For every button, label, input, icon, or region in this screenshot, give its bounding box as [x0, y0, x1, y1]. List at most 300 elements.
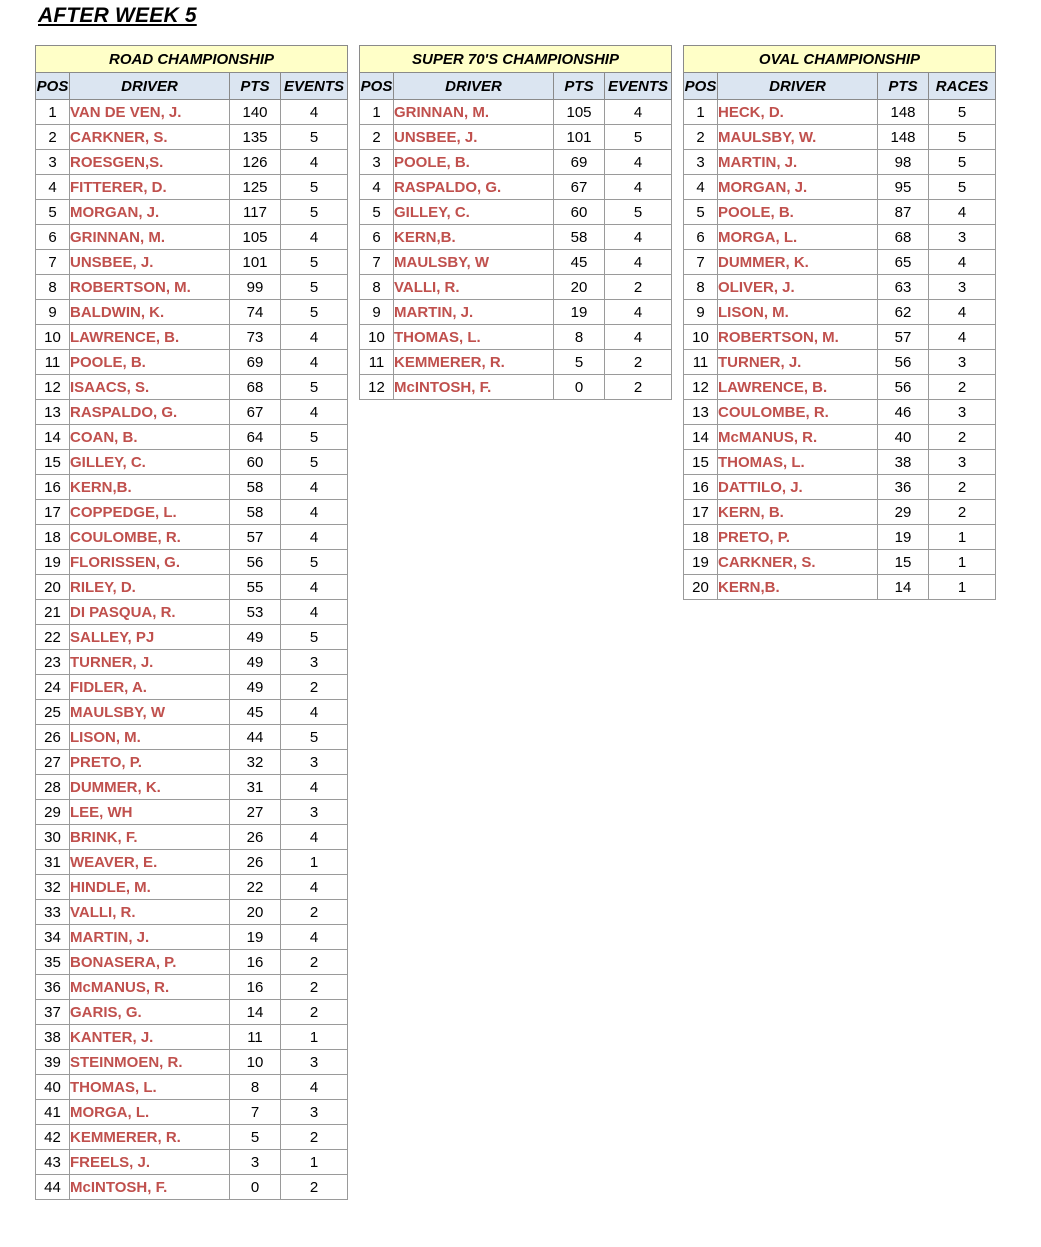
cell-pos: 3 — [36, 150, 70, 175]
cell-count: 4 — [281, 325, 348, 350]
cell-pts: 20 — [230, 900, 281, 925]
cell-pos: 44 — [36, 1175, 70, 1200]
cell-pos: 37 — [36, 1000, 70, 1025]
cell-driver: KERN,B. — [394, 225, 554, 250]
cell-driver: VALLI, R. — [70, 900, 230, 925]
oval-championship-table — [683, 45, 996, 600]
cell-pts: 60 — [554, 200, 605, 225]
cell-pts: 64 — [230, 425, 281, 450]
table-row — [36, 100, 348, 125]
header-driver: DRIVER — [718, 73, 878, 100]
cell-driver: McINTOSH, F. — [394, 375, 554, 400]
table-row — [36, 775, 348, 800]
road-championship-table — [35, 45, 348, 1200]
cell-pts: 7 — [230, 1100, 281, 1125]
cell-pts: 63 — [878, 275, 929, 300]
cell-pos: 12 — [36, 375, 70, 400]
cell-pts: 46 — [878, 400, 929, 425]
cell-pts: 45 — [554, 250, 605, 275]
cell-driver: DUMMER, K. — [718, 250, 878, 275]
table-row — [36, 1075, 348, 1100]
table-row — [36, 975, 348, 1000]
cell-pos: 14 — [36, 425, 70, 450]
cell-pos: 16 — [684, 475, 718, 500]
cell-count: 5 — [281, 200, 348, 225]
table-row — [36, 725, 348, 750]
table-row — [36, 1050, 348, 1075]
table-row — [360, 350, 672, 375]
table-row — [684, 550, 996, 575]
cell-count: 3 — [929, 450, 996, 475]
cell-pts: 10 — [230, 1050, 281, 1075]
table-row — [36, 1150, 348, 1175]
cell-pos: 11 — [36, 350, 70, 375]
cell-pts: 32 — [230, 750, 281, 775]
cell-pts: 16 — [230, 950, 281, 975]
cell-pos: 19 — [36, 550, 70, 575]
cell-driver: KERN,B. — [718, 575, 878, 600]
table-row — [36, 125, 348, 150]
cell-pos: 1 — [684, 100, 718, 125]
cell-pos: 22 — [36, 625, 70, 650]
cell-count: 5 — [929, 125, 996, 150]
table-row — [684, 125, 996, 150]
cell-count: 4 — [281, 150, 348, 175]
cell-pos: 7 — [360, 250, 394, 275]
cell-pts: 15 — [878, 550, 929, 575]
cell-count: 1 — [281, 850, 348, 875]
cell-driver: KERN, B. — [718, 500, 878, 525]
cell-pts: 125 — [230, 175, 281, 200]
table-row — [36, 750, 348, 775]
table-row — [684, 175, 996, 200]
cell-pts: 57 — [878, 325, 929, 350]
cell-pts: 58 — [230, 500, 281, 525]
cell-pts: 19 — [554, 300, 605, 325]
cell-pts: 58 — [554, 225, 605, 250]
cell-pts: 95 — [878, 175, 929, 200]
cell-driver: McMANUS, R. — [70, 975, 230, 1000]
cell-count: 5 — [281, 450, 348, 475]
cell-pos: 1 — [360, 100, 394, 125]
table-row — [36, 450, 348, 475]
cell-pts: 135 — [230, 125, 281, 150]
table-row — [36, 1175, 348, 1200]
header-events: EVENTS — [281, 73, 348, 100]
cell-pos: 39 — [36, 1050, 70, 1075]
cell-driver: GARIS, G. — [70, 1000, 230, 1025]
cell-driver: FIDLER, A. — [70, 675, 230, 700]
cell-driver: RILEY, D. — [70, 575, 230, 600]
table-row — [36, 475, 348, 500]
cell-driver: ROBERTSON, M. — [70, 275, 230, 300]
cell-driver: LAWRENCE, B. — [718, 375, 878, 400]
cell-count: 4 — [281, 400, 348, 425]
cell-pts: 49 — [230, 675, 281, 700]
cell-driver: KERN,B. — [70, 475, 230, 500]
cell-pts: 16 — [230, 975, 281, 1000]
cell-pts: 99 — [230, 275, 281, 300]
cell-pos: 2 — [684, 125, 718, 150]
cell-count: 2 — [281, 900, 348, 925]
cell-driver: ISAACS, S. — [70, 375, 230, 400]
cell-pts: 101 — [554, 125, 605, 150]
cell-pts: 58 — [230, 475, 281, 500]
cell-pos: 18 — [36, 525, 70, 550]
cell-pts: 98 — [878, 150, 929, 175]
cell-driver: MAULSBY, W — [70, 700, 230, 725]
cell-driver: RASPALDO, G. — [70, 400, 230, 425]
cell-driver: COAN, B. — [70, 425, 230, 450]
cell-pos: 10 — [36, 325, 70, 350]
cell-pts: 57 — [230, 525, 281, 550]
cell-pts: 38 — [878, 450, 929, 475]
cell-pos: 1 — [36, 100, 70, 125]
cell-pos: 20 — [684, 575, 718, 600]
table-title: SUPER 70'S CHAMPIONSHIP — [360, 46, 672, 73]
cell-pos: 35 — [36, 950, 70, 975]
super70-championship-table — [359, 45, 672, 400]
cell-count: 3 — [929, 350, 996, 375]
cell-count: 5 — [929, 100, 996, 125]
cell-pts: 20 — [554, 275, 605, 300]
cell-pts: 26 — [230, 825, 281, 850]
table-row — [36, 1025, 348, 1050]
cell-pts: 5 — [554, 350, 605, 375]
cell-pts: 49 — [230, 625, 281, 650]
cell-pts: 56 — [230, 550, 281, 575]
table-row — [684, 100, 996, 125]
cell-pos: 30 — [36, 825, 70, 850]
cell-pos: 11 — [360, 350, 394, 375]
table-row — [360, 300, 672, 325]
cell-count: 4 — [929, 200, 996, 225]
cell-count: 3 — [281, 800, 348, 825]
header-pts: PTS — [230, 73, 281, 100]
table-row — [684, 150, 996, 175]
cell-pts: 14 — [878, 575, 929, 600]
cell-pos: 15 — [684, 450, 718, 475]
cell-driver: POOLE, B. — [718, 200, 878, 225]
table-row — [36, 925, 348, 950]
cell-driver: MARTIN, J. — [70, 925, 230, 950]
cell-count: 4 — [605, 150, 672, 175]
cell-driver: UNSBEE, J. — [70, 250, 230, 275]
cell-count: 5 — [281, 275, 348, 300]
cell-pts: 69 — [230, 350, 281, 375]
cell-count: 5 — [281, 125, 348, 150]
cell-driver: CARKNER, S. — [718, 550, 878, 575]
cell-count: 2 — [929, 500, 996, 525]
cell-pts: 73 — [230, 325, 281, 350]
cell-count: 4 — [281, 700, 348, 725]
cell-pts: 11 — [230, 1025, 281, 1050]
cell-driver: LISON, M. — [70, 725, 230, 750]
cell-count: 2 — [281, 675, 348, 700]
cell-pos: 42 — [36, 1125, 70, 1150]
table-row — [684, 350, 996, 375]
cell-pos: 16 — [36, 475, 70, 500]
cell-pts: 0 — [554, 375, 605, 400]
cell-pos: 4 — [684, 175, 718, 200]
cell-count: 2 — [281, 950, 348, 975]
table-row — [36, 275, 348, 300]
cell-pts: 27 — [230, 800, 281, 825]
table-row — [36, 875, 348, 900]
table-row — [684, 500, 996, 525]
header-driver: DRIVER — [394, 73, 554, 100]
table-row — [360, 150, 672, 175]
page-title: AFTER WEEK 5 — [38, 4, 197, 27]
cell-count: 5 — [281, 625, 348, 650]
table-row — [360, 250, 672, 275]
cell-pts: 19 — [878, 525, 929, 550]
cell-driver: KEMMERER, R. — [394, 350, 554, 375]
table-row — [36, 375, 348, 400]
cell-pos: 6 — [36, 225, 70, 250]
table-row — [36, 225, 348, 250]
cell-pos: 8 — [684, 275, 718, 300]
cell-count: 4 — [281, 1075, 348, 1100]
table-row — [36, 150, 348, 175]
cell-pts: 44 — [230, 725, 281, 750]
cell-count: 4 — [281, 600, 348, 625]
table-row — [36, 850, 348, 875]
cell-pos: 21 — [36, 600, 70, 625]
table-row — [36, 1000, 348, 1025]
cell-pos: 2 — [360, 125, 394, 150]
cell-driver: BONASERA, P. — [70, 950, 230, 975]
cell-pos: 17 — [36, 500, 70, 525]
cell-pos: 8 — [36, 275, 70, 300]
cell-count: 4 — [281, 575, 348, 600]
cell-pos: 7 — [36, 250, 70, 275]
cell-count: 4 — [929, 250, 996, 275]
table-row — [36, 625, 348, 650]
cell-pts: 68 — [878, 225, 929, 250]
cell-driver: LEE, WH — [70, 800, 230, 825]
table-row — [360, 275, 672, 300]
table-title: OVAL CHAMPIONSHIP — [684, 46, 996, 73]
cell-pts: 14 — [230, 1000, 281, 1025]
table-row — [360, 100, 672, 125]
cell-count: 2 — [281, 1175, 348, 1200]
cell-pos: 36 — [36, 975, 70, 1000]
cell-driver: ROBERTSON, M. — [718, 325, 878, 350]
cell-driver: GRINNAN, M. — [394, 100, 554, 125]
cell-pts: 29 — [878, 500, 929, 525]
cell-pts: 31 — [230, 775, 281, 800]
table-row — [36, 350, 348, 375]
cell-pts: 67 — [230, 400, 281, 425]
cell-pts: 22 — [230, 875, 281, 900]
cell-driver: MARTIN, J. — [718, 150, 878, 175]
cell-pts: 26 — [230, 850, 281, 875]
cell-count: 1 — [929, 550, 996, 575]
cell-count: 5 — [281, 175, 348, 200]
cell-driver: GILLEY, C. — [394, 200, 554, 225]
table-row — [360, 125, 672, 150]
cell-driver: MORGA, L. — [70, 1100, 230, 1125]
table-body — [36, 100, 348, 1200]
cell-count: 5 — [929, 150, 996, 175]
cell-count: 5 — [281, 425, 348, 450]
table-row — [684, 300, 996, 325]
cell-driver: GILLEY, C. — [70, 450, 230, 475]
cell-pos: 9 — [684, 300, 718, 325]
cell-pts: 140 — [230, 100, 281, 125]
cell-driver: WEAVER, E. — [70, 850, 230, 875]
table-row — [36, 900, 348, 925]
cell-pts: 55 — [230, 575, 281, 600]
cell-count: 3 — [281, 1050, 348, 1075]
cell-count: 2 — [605, 275, 672, 300]
cell-pts: 105 — [230, 225, 281, 250]
cell-driver: GRINNAN, M. — [70, 225, 230, 250]
cell-pos: 5 — [360, 200, 394, 225]
cell-count: 5 — [929, 175, 996, 200]
cell-pts: 74 — [230, 300, 281, 325]
cell-count: 4 — [605, 300, 672, 325]
cell-pts: 5 — [230, 1125, 281, 1150]
cell-count: 5 — [605, 125, 672, 150]
cell-driver: FITTERER, D. — [70, 175, 230, 200]
cell-driver: STEINMOEN, R. — [70, 1050, 230, 1075]
cell-pts: 126 — [230, 150, 281, 175]
table-row — [360, 375, 672, 400]
table-row — [36, 825, 348, 850]
cell-pos: 43 — [36, 1150, 70, 1175]
cell-count: 4 — [281, 500, 348, 525]
cell-driver: McMANUS, R. — [718, 425, 878, 450]
cell-pos: 28 — [36, 775, 70, 800]
cell-driver: FREELS, J. — [70, 1150, 230, 1175]
table-row — [36, 950, 348, 975]
table-row — [684, 400, 996, 425]
table-row — [36, 325, 348, 350]
cell-driver: LAWRENCE, B. — [70, 325, 230, 350]
cell-driver: BRINK, F. — [70, 825, 230, 850]
cell-pts: 8 — [230, 1075, 281, 1100]
cell-count: 3 — [281, 650, 348, 675]
table-body — [684, 100, 996, 600]
cell-pts: 67 — [554, 175, 605, 200]
cell-count: 2 — [281, 975, 348, 1000]
cell-pts: 8 — [554, 325, 605, 350]
table-row — [684, 525, 996, 550]
cell-driver: PRETO, P. — [718, 525, 878, 550]
cell-pts: 56 — [878, 350, 929, 375]
cell-driver: THOMAS, L. — [394, 325, 554, 350]
table-row — [36, 1125, 348, 1150]
cell-pos: 18 — [684, 525, 718, 550]
cell-pts: 117 — [230, 200, 281, 225]
cell-pos: 6 — [360, 225, 394, 250]
cell-driver: KANTER, J. — [70, 1025, 230, 1050]
cell-driver: COULOMBE, R. — [718, 400, 878, 425]
cell-driver: HINDLE, M. — [70, 875, 230, 900]
cell-count: 4 — [281, 475, 348, 500]
table-row — [36, 425, 348, 450]
table-row — [684, 425, 996, 450]
cell-count: 5 — [605, 200, 672, 225]
cell-driver: RASPALDO, G. — [394, 175, 554, 200]
cell-pts: 65 — [878, 250, 929, 275]
cell-count: 4 — [605, 250, 672, 275]
cell-count: 4 — [281, 875, 348, 900]
cell-driver: UNSBEE, J. — [394, 125, 554, 150]
table-row — [684, 325, 996, 350]
cell-count: 1 — [929, 525, 996, 550]
cell-pos: 41 — [36, 1100, 70, 1125]
cell-pts: 49 — [230, 650, 281, 675]
cell-count: 4 — [281, 775, 348, 800]
cell-driver: MAULSBY, W — [394, 250, 554, 275]
cell-pos: 9 — [36, 300, 70, 325]
cell-pts: 40 — [878, 425, 929, 450]
cell-pos: 10 — [684, 325, 718, 350]
cell-pts: 36 — [878, 475, 929, 500]
table-row — [36, 175, 348, 200]
cell-count: 2 — [281, 1125, 348, 1150]
header-pos: POS — [360, 73, 394, 100]
table-row — [36, 200, 348, 225]
cell-count: 1 — [281, 1025, 348, 1050]
cell-count: 2 — [605, 350, 672, 375]
cell-pos: 2 — [36, 125, 70, 150]
cell-pos: 26 — [36, 725, 70, 750]
cell-driver: COPPEDGE, L. — [70, 500, 230, 525]
table-row — [36, 1100, 348, 1125]
cell-count: 5 — [281, 375, 348, 400]
cell-count: 5 — [281, 725, 348, 750]
cell-pos: 20 — [36, 575, 70, 600]
cell-driver: OLIVER, J. — [718, 275, 878, 300]
cell-pos: 12 — [684, 375, 718, 400]
cell-pos: 38 — [36, 1025, 70, 1050]
table-row — [684, 575, 996, 600]
header-pos: POS — [36, 73, 70, 100]
cell-pts: 69 — [554, 150, 605, 175]
cell-pos: 29 — [36, 800, 70, 825]
cell-driver: MARTIN, J. — [394, 300, 554, 325]
cell-pos: 25 — [36, 700, 70, 725]
cell-pos: 6 — [684, 225, 718, 250]
cell-driver: LISON, M. — [718, 300, 878, 325]
header-pts: PTS — [554, 73, 605, 100]
cell-pos: 13 — [36, 400, 70, 425]
cell-driver: DI PASQUA, R. — [70, 600, 230, 625]
cell-pos: 12 — [360, 375, 394, 400]
cell-count: 4 — [929, 325, 996, 350]
cell-count: 3 — [929, 400, 996, 425]
cell-pos: 4 — [36, 175, 70, 200]
cell-driver: THOMAS, L. — [718, 450, 878, 475]
cell-pts: 105 — [554, 100, 605, 125]
cell-driver: PRETO, P. — [70, 750, 230, 775]
cell-driver: THOMAS, L. — [70, 1075, 230, 1100]
cell-count: 4 — [605, 225, 672, 250]
cell-pos: 33 — [36, 900, 70, 925]
table-row — [36, 300, 348, 325]
cell-pos: 27 — [36, 750, 70, 775]
cell-driver: POOLE, B. — [70, 350, 230, 375]
cell-count: 4 — [605, 175, 672, 200]
cell-pos: 7 — [684, 250, 718, 275]
cell-count: 3 — [929, 275, 996, 300]
cell-pos: 11 — [684, 350, 718, 375]
cell-driver: BALDWIN, K. — [70, 300, 230, 325]
